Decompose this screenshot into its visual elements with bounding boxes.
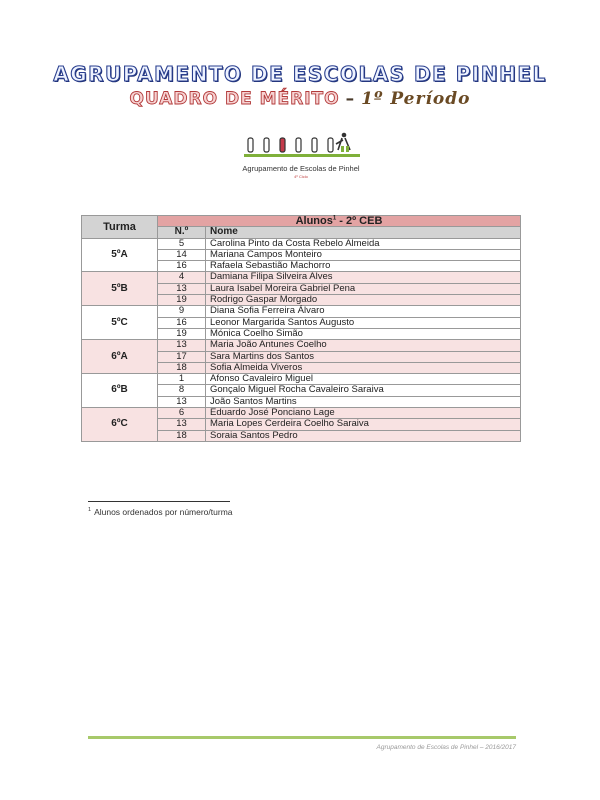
- table-row: [82, 340, 521, 351]
- student-name: Sara Martins dos Santos: [206, 351, 521, 362]
- student-name: Carolina Pinto da Costa Rebelo Almeida: [206, 238, 521, 249]
- student-number: 19: [158, 328, 206, 339]
- student-name: Afonso Cavaleiro Miguel: [206, 374, 521, 385]
- document-title: AGRUPAMENTO DE ESCOLAS DE PINHEL: [53, 62, 547, 86]
- student-number: 13: [158, 419, 206, 430]
- table-row: [82, 374, 521, 385]
- student-name: Maria João Antunes Coelho: [206, 340, 521, 351]
- student-name: Mónica Coelho Simão: [206, 328, 521, 339]
- student-name: Mariana Campos Monteiro: [206, 249, 521, 260]
- student-number: 18: [158, 430, 206, 441]
- student-number: 9: [158, 306, 206, 317]
- turma-cell: 6ºC: [82, 408, 158, 442]
- student-name: Rafaela Sebastião Machorro: [206, 261, 521, 272]
- turma-cell: 6ºB: [82, 374, 158, 408]
- student-name: Maria Lopes Cerdeira Coelho Saraiva: [206, 419, 521, 430]
- footnote-mark: 1: [88, 507, 92, 514]
- student-name: Rodrigo Gaspar Morgado: [206, 295, 521, 306]
- table-row: [82, 238, 521, 249]
- table-row: [82, 408, 521, 419]
- student-number: 19: [158, 295, 206, 306]
- footnote: [88, 507, 233, 517]
- student-number: 13: [158, 283, 206, 294]
- turma-cell: 5ºB: [82, 272, 158, 306]
- turma-cell: 5ºA: [82, 238, 158, 272]
- student-number: 6: [158, 408, 206, 419]
- subtitle-dash: –: [345, 89, 356, 109]
- student-number: 8: [158, 385, 206, 396]
- student-name: João Santos Martins: [206, 396, 521, 407]
- student-number: 1: [158, 374, 206, 385]
- footnote-divider: [88, 501, 230, 502]
- student-name: Eduardo José Ponciano Lage: [206, 408, 521, 419]
- student-number: 5: [158, 238, 206, 249]
- footer-bar: [88, 736, 516, 739]
- student-number: 13: [158, 396, 206, 407]
- student-name: Soraia Santos Pedro: [206, 430, 521, 441]
- student-number: 18: [158, 362, 206, 373]
- alunos-label: Alunos: [295, 215, 333, 227]
- student-number: 4: [158, 272, 206, 283]
- student-number: 13: [158, 340, 206, 351]
- turma-cell: 6ºA: [82, 340, 158, 374]
- col-header-num: N.º: [158, 227, 206, 238]
- student-name: Laura Isabel Moreira Gabriel Pena: [206, 283, 521, 294]
- col-header-alunos: [158, 216, 521, 227]
- merit-table: [81, 215, 521, 442]
- table-row: [82, 306, 521, 317]
- subtitle-period: 1º Período: [361, 89, 471, 109]
- student-name: Diana Sofia Ferreira Álvaro: [206, 306, 521, 317]
- student-name: Leonor Margarida Santos Augusto: [206, 317, 521, 328]
- document-subtitle: [0, 89, 600, 109]
- student-number: 16: [158, 317, 206, 328]
- student-number: 14: [158, 249, 206, 260]
- logo-subtitle: 4º Ciclo: [294, 174, 308, 179]
- student-name: Damiana Filipa Silveira Alves: [206, 272, 521, 283]
- student-name: Sofia Almeida Viveros: [206, 362, 521, 373]
- col-header-nome: Nome: [206, 227, 521, 238]
- alunos-suffix: - 2º CEB: [336, 215, 383, 227]
- subtitle-merit: QUADRO DE MÉRITO: [129, 89, 340, 109]
- col-header-turma: Turma: [82, 216, 158, 239]
- page-footer: Agrupamento de Escolas de Pinhel – 2016/2017: [376, 744, 516, 751]
- student-number: 16: [158, 261, 206, 272]
- footnote-text: Alunos ordenados por número/turma: [94, 507, 233, 517]
- turma-cell: 5ºC: [82, 306, 158, 340]
- table-row: [82, 272, 521, 283]
- footnote-ref: 1: [332, 215, 337, 222]
- logo-name: Agrupamento de Escolas de Pinhel: [242, 164, 360, 173]
- student-number: 17: [158, 351, 206, 362]
- student-name: Gonçalo Miguel Rocha Cavaleiro Saraiva: [206, 385, 521, 396]
